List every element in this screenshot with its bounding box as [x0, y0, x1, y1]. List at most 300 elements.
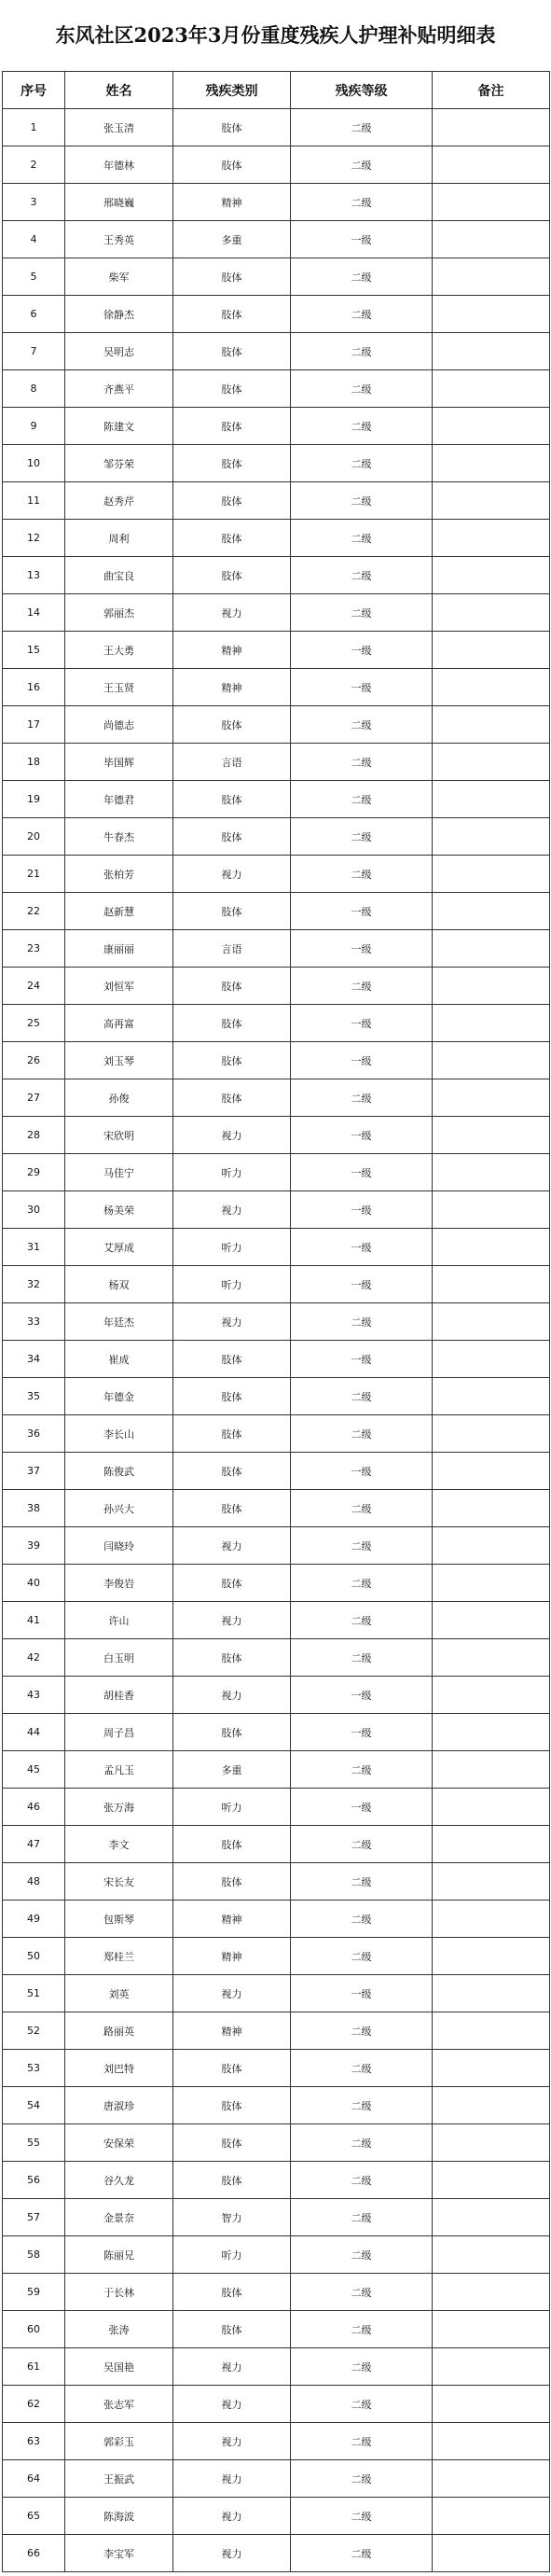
table-row: [3, 482, 550, 520]
cell-level: 二级: [291, 184, 433, 221]
cell-level: 二级: [291, 1826, 433, 1863]
cell-type: 肢体: [173, 706, 291, 744]
cell-type: 言语: [173, 930, 291, 968]
cell-note: [433, 557, 550, 594]
cell-type: 肢体: [173, 1005, 291, 1042]
cell-no: 47: [3, 1826, 65, 1863]
cell-note: [433, 109, 550, 146]
cell-note: [433, 1565, 550, 1602]
cell-level: 二级: [291, 856, 433, 893]
cell-name: 张志军: [65, 2386, 173, 2423]
cell-type: 视力: [173, 1602, 291, 1639]
cell-name: 谷久龙: [65, 2162, 173, 2199]
table-row: [3, 706, 550, 744]
cell-no: 50: [3, 1938, 65, 1975]
cell-name: 王玉贤: [65, 669, 173, 706]
cell-name: 赵秀芹: [65, 482, 173, 520]
cell-name: 郭丽杰: [65, 594, 173, 632]
table-row: [3, 296, 550, 333]
cell-no: 15: [3, 632, 65, 669]
cell-type: 肢体: [173, 370, 291, 408]
cell-note: [433, 1714, 550, 1751]
cell-no: 3: [3, 184, 65, 221]
cell-note: [433, 1938, 550, 1975]
cell-no: 14: [3, 594, 65, 632]
cell-level: 二级: [291, 781, 433, 818]
cell-type: 肢体: [173, 2274, 291, 2311]
cell-type: 肢体: [173, 893, 291, 930]
cell-name: 牛春杰: [65, 818, 173, 856]
cell-no: 57: [3, 2199, 65, 2236]
cell-name: 吴国艳: [65, 2348, 173, 2386]
cell-name: 王大勇: [65, 632, 173, 669]
cell-note: [433, 1751, 550, 1789]
cell-type: 肢体: [173, 333, 291, 370]
table-row: [3, 2050, 550, 2087]
cell-type: 视力: [173, 1191, 291, 1229]
table-row: [3, 818, 550, 856]
cell-no: 17: [3, 706, 65, 744]
cell-level: 二级: [291, 2087, 433, 2124]
cell-note: [433, 2535, 550, 2572]
cell-no: 41: [3, 1602, 65, 1639]
cell-type: 多重: [173, 221, 291, 258]
cell-level: 二级: [291, 2311, 433, 2348]
table-row: [3, 2311, 550, 2348]
header-no: 序号: [3, 72, 65, 109]
table-row: [3, 1490, 550, 1527]
header-name: 姓名: [65, 72, 173, 109]
cell-level: 一级: [291, 1677, 433, 1714]
table-row: [3, 781, 550, 818]
cell-level: 一级: [291, 1975, 433, 2012]
cell-note: [433, 146, 550, 184]
cell-level: 二级: [291, 482, 433, 520]
table-row: [3, 669, 550, 706]
table-row: [3, 221, 550, 258]
cell-note: [433, 1191, 550, 1229]
cell-note: [433, 1117, 550, 1154]
cell-type: 视力: [173, 1975, 291, 2012]
cell-name: 孙兴大: [65, 1490, 173, 1527]
table-row: [3, 1154, 550, 1191]
header-note: 备注: [433, 72, 550, 109]
cell-type: 听力: [173, 1266, 291, 1303]
table-row: [3, 968, 550, 1005]
cell-level: 一级: [291, 1005, 433, 1042]
table-row: [3, 1117, 550, 1154]
header-level: 残疾等级: [291, 72, 433, 109]
cell-no: 53: [3, 2050, 65, 2087]
cell-type: 肢体: [173, 1378, 291, 1415]
table-row: [3, 1602, 550, 1639]
cell-level: 二级: [291, 258, 433, 296]
cell-no: 8: [3, 370, 65, 408]
table-row: [3, 2423, 550, 2460]
cell-type: 肢体: [173, 1079, 291, 1117]
table-row: [3, 1975, 550, 2012]
cell-no: 59: [3, 2274, 65, 2311]
cell-level: 二级: [291, 1565, 433, 1602]
table-row: [3, 1005, 550, 1042]
cell-note: [433, 2199, 550, 2236]
cell-name: 李文: [65, 1826, 173, 1863]
cell-name: 年德君: [65, 781, 173, 818]
cell-note: [433, 1415, 550, 1453]
cell-no: 38: [3, 1490, 65, 1527]
cell-name: 吴明志: [65, 333, 173, 370]
cell-type: 精神: [173, 1938, 291, 1975]
cell-level: 一级: [291, 221, 433, 258]
cell-no: 55: [3, 2124, 65, 2162]
cell-no: 30: [3, 1191, 65, 1229]
cell-note: [433, 2274, 550, 2311]
cell-type: 视力: [173, 2535, 291, 2572]
table-row: [3, 2348, 550, 2386]
table-row: [3, 856, 550, 893]
cell-note: [433, 2311, 550, 2348]
cell-no: 64: [3, 2460, 65, 2498]
cell-type: 肢体: [173, 258, 291, 296]
cell-name: 金景奈: [65, 2199, 173, 2236]
cell-note: [433, 893, 550, 930]
cell-level: 二级: [291, 520, 433, 557]
cell-name: 曲宝良: [65, 557, 173, 594]
cell-no: 7: [3, 333, 65, 370]
table-row: [3, 258, 550, 296]
cell-no: 34: [3, 1341, 65, 1378]
cell-name: 赵新慧: [65, 893, 173, 930]
cell-level: 二级: [291, 296, 433, 333]
cell-type: 精神: [173, 1901, 291, 1938]
cell-note: [433, 1042, 550, 1079]
table-row: [3, 184, 550, 221]
cell-no: 52: [3, 2012, 65, 2050]
cell-note: [433, 1079, 550, 1117]
table-row: [3, 557, 550, 594]
cell-name: 杨双: [65, 1266, 173, 1303]
cell-level: 二级: [291, 744, 433, 781]
cell-type: 肢体: [173, 557, 291, 594]
cell-name: 齐燕平: [65, 370, 173, 408]
cell-name: 胡桂香: [65, 1677, 173, 1714]
cell-level: 一级: [291, 1789, 433, 1826]
cell-name: 年德金: [65, 1378, 173, 1415]
cell-level: 二级: [291, 2348, 433, 2386]
cell-type: 肢体: [173, 1714, 291, 1751]
cell-name: 刘英: [65, 1975, 173, 2012]
table-row: [3, 1191, 550, 1229]
cell-no: 66: [3, 2535, 65, 2572]
cell-level: 一级: [291, 1191, 433, 1229]
table-row: [3, 1378, 550, 1415]
cell-no: 31: [3, 1229, 65, 1266]
cell-no: 10: [3, 445, 65, 482]
cell-no: 27: [3, 1079, 65, 1117]
cell-no: 25: [3, 1005, 65, 1042]
cell-level: 一级: [291, 930, 433, 968]
cell-name: 孟凡玉: [65, 1751, 173, 1789]
cell-name: 安保荣: [65, 2124, 173, 2162]
cell-type: 视力: [173, 2460, 291, 2498]
cell-no: 65: [3, 2498, 65, 2535]
cell-level: 二级: [291, 1751, 433, 1789]
cell-name: 于长林: [65, 2274, 173, 2311]
cell-note: [433, 818, 550, 856]
table-row: [3, 333, 550, 370]
cell-note: [433, 2348, 550, 2386]
table-row: [3, 1714, 550, 1751]
table-row: [3, 2386, 550, 2423]
cell-name: 宋欣明: [65, 1117, 173, 1154]
cell-level: 二级: [291, 445, 433, 482]
table-row: [3, 1826, 550, 1863]
cell-level: 一级: [291, 1154, 433, 1191]
cell-no: 29: [3, 1154, 65, 1191]
cell-no: 28: [3, 1117, 65, 1154]
cell-note: [433, 1229, 550, 1266]
cell-no: 32: [3, 1266, 65, 1303]
cell-name: 陈丽兄: [65, 2236, 173, 2274]
cell-no: 49: [3, 1901, 65, 1938]
cell-note: [433, 2236, 550, 2274]
cell-type: 精神: [173, 632, 291, 669]
cell-name: 许山: [65, 1602, 173, 1639]
table-row: [3, 2012, 550, 2050]
cell-type: 肢体: [173, 146, 291, 184]
table-row: [3, 1527, 550, 1565]
cell-no: 16: [3, 669, 65, 706]
cell-no: 24: [3, 968, 65, 1005]
cell-note: [433, 1453, 550, 1490]
cell-type: 肢体: [173, 520, 291, 557]
cell-name: 毕国辉: [65, 744, 173, 781]
table-row: [3, 2087, 550, 2124]
cell-no: 13: [3, 557, 65, 594]
cell-no: 46: [3, 1789, 65, 1826]
cell-level: 二级: [291, 1938, 433, 1975]
cell-no: 43: [3, 1677, 65, 1714]
cell-name: 马佳宁: [65, 1154, 173, 1191]
cell-no: 21: [3, 856, 65, 893]
cell-no: 12: [3, 520, 65, 557]
cell-no: 23: [3, 930, 65, 968]
cell-level: 二级: [291, 2498, 433, 2535]
cell-no: 4: [3, 221, 65, 258]
cell-type: 肢体: [173, 2050, 291, 2087]
cell-level: 二级: [291, 2012, 433, 2050]
cell-note: [433, 1901, 550, 1938]
cell-no: 42: [3, 1639, 65, 1677]
cell-note: [433, 258, 550, 296]
cell-type: 肢体: [173, 482, 291, 520]
cell-note: [433, 1378, 550, 1415]
cell-level: 一级: [291, 1117, 433, 1154]
cell-level: 一级: [291, 1714, 433, 1751]
cell-note: [433, 445, 550, 482]
table-row: [3, 2274, 550, 2311]
cell-type: 肢体: [173, 1639, 291, 1677]
table-row: [3, 1341, 550, 1378]
cell-no: 54: [3, 2087, 65, 2124]
cell-name: 张万海: [65, 1789, 173, 1826]
table-row: [3, 1415, 550, 1453]
cell-name: 路丽英: [65, 2012, 173, 2050]
cell-type: 精神: [173, 669, 291, 706]
cell-no: 1: [3, 109, 65, 146]
cell-note: [433, 2460, 550, 2498]
table-row: [3, 146, 550, 184]
cell-level: 二级: [291, 370, 433, 408]
cell-note: [433, 669, 550, 706]
cell-type: 肢体: [173, 1490, 291, 1527]
cell-name: 杨美荣: [65, 1191, 173, 1229]
cell-type: 视力: [173, 2423, 291, 2460]
cell-type: 肢体: [173, 408, 291, 445]
cell-level: 二级: [291, 333, 433, 370]
cell-level: 一级: [291, 669, 433, 706]
cell-no: 35: [3, 1378, 65, 1415]
cell-level: 一级: [291, 1266, 433, 1303]
table-row: [3, 930, 550, 968]
cell-type: 肢体: [173, 1826, 291, 1863]
cell-no: 2: [3, 146, 65, 184]
cell-name: 周子昌: [65, 1714, 173, 1751]
cell-level: 二级: [291, 1303, 433, 1341]
cell-name: 包斯琴: [65, 1901, 173, 1938]
cell-no: 18: [3, 744, 65, 781]
cell-name: 王秀英: [65, 221, 173, 258]
cell-note: [433, 2124, 550, 2162]
table-row: [3, 370, 550, 408]
table-row: [3, 1789, 550, 1826]
cell-name: 年廷杰: [65, 1303, 173, 1341]
cell-no: 40: [3, 1565, 65, 1602]
cell-type: 肢体: [173, 1042, 291, 1079]
table-row: [3, 1042, 550, 1079]
cell-level: 二级: [291, 706, 433, 744]
cell-type: 肢体: [173, 781, 291, 818]
cell-type: 肢体: [173, 1863, 291, 1901]
cell-note: [433, 2162, 550, 2199]
cell-type: 视力: [173, 594, 291, 632]
cell-note: [433, 1527, 550, 1565]
cell-type: 视力: [173, 1303, 291, 1341]
cell-no: 26: [3, 1042, 65, 1079]
cell-type: 听力: [173, 1154, 291, 1191]
cell-level: 二级: [291, 557, 433, 594]
cell-no: 45: [3, 1751, 65, 1789]
cell-name: 宋长友: [65, 1863, 173, 1901]
cell-level: 二级: [291, 1639, 433, 1677]
cell-level: 二级: [291, 1378, 433, 1415]
table-row: [3, 1453, 550, 1490]
cell-type: 视力: [173, 2386, 291, 2423]
cell-note: [433, 1266, 550, 1303]
table-row: [3, 1303, 550, 1341]
cell-note: [433, 594, 550, 632]
cell-level: 二级: [291, 109, 433, 146]
cell-name: 邹芬荣: [65, 445, 173, 482]
cell-note: [433, 744, 550, 781]
cell-name: 白玉明: [65, 1639, 173, 1677]
cell-no: 19: [3, 781, 65, 818]
header-row: [3, 72, 550, 109]
table-row: [3, 2162, 550, 2199]
cell-name: 孙俊: [65, 1079, 173, 1117]
document-title: 东风社区2023年3月份重度残疾人护理补贴明细表: [55, 23, 496, 47]
cell-name: 张柏芳: [65, 856, 173, 893]
cell-no: 60: [3, 2311, 65, 2348]
table-row: [3, 1639, 550, 1677]
cell-name: 刘玉琴: [65, 1042, 173, 1079]
cell-type: 听力: [173, 1229, 291, 1266]
cell-no: 51: [3, 1975, 65, 2012]
cell-level: 二级: [291, 2199, 433, 2236]
cell-type: 肢体: [173, 968, 291, 1005]
cell-name: 艾厚成: [65, 1229, 173, 1266]
cell-no: 63: [3, 2423, 65, 2460]
cell-note: [433, 1005, 550, 1042]
cell-level: 二级: [291, 2050, 433, 2087]
cell-level: 一级: [291, 893, 433, 930]
subsidy-table: [2, 71, 550, 2572]
table-row: [3, 2498, 550, 2535]
cell-note: [433, 1826, 550, 1863]
table-row: [3, 744, 550, 781]
cell-no: 61: [3, 2348, 65, 2386]
cell-no: 37: [3, 1453, 65, 1490]
cell-type: 视力: [173, 1117, 291, 1154]
cell-note: [433, 1975, 550, 2012]
cell-type: 言语: [173, 744, 291, 781]
cell-no: 36: [3, 1415, 65, 1453]
table-row: [3, 2460, 550, 2498]
table-row: [3, 893, 550, 930]
cell-type: 智力: [173, 2199, 291, 2236]
cell-name: 闫晓玲: [65, 1527, 173, 1565]
cell-no: 58: [3, 2236, 65, 2274]
table-row: [3, 1677, 550, 1714]
cell-type: 精神: [173, 2012, 291, 2050]
cell-note: [433, 1789, 550, 1826]
table-row: [3, 1751, 550, 1789]
cell-name: 张玉清: [65, 109, 173, 146]
cell-name: 唐淑珍: [65, 2087, 173, 2124]
cell-level: 二级: [291, 1901, 433, 1938]
cell-name: 郑桂兰: [65, 1938, 173, 1975]
cell-name: 康丽丽: [65, 930, 173, 968]
table-row: [3, 109, 550, 146]
cell-no: 11: [3, 482, 65, 520]
cell-no: 56: [3, 2162, 65, 2199]
cell-type: 听力: [173, 2236, 291, 2274]
cell-note: [433, 1490, 550, 1527]
cell-name: 尚德志: [65, 706, 173, 744]
cell-name: 高再富: [65, 1005, 173, 1042]
cell-level: 二级: [291, 2236, 433, 2274]
cell-type: 肢体: [173, 2162, 291, 2199]
cell-name: 刘恒军: [65, 968, 173, 1005]
table-row: [3, 1229, 550, 1266]
cell-level: 一级: [291, 632, 433, 669]
table-row: [3, 1266, 550, 1303]
table-row: [3, 2124, 550, 2162]
cell-name: 邢晓巍: [65, 184, 173, 221]
cell-no: 44: [3, 1714, 65, 1751]
cell-level: 一级: [291, 1341, 433, 1378]
cell-level: 二级: [291, 1602, 433, 1639]
